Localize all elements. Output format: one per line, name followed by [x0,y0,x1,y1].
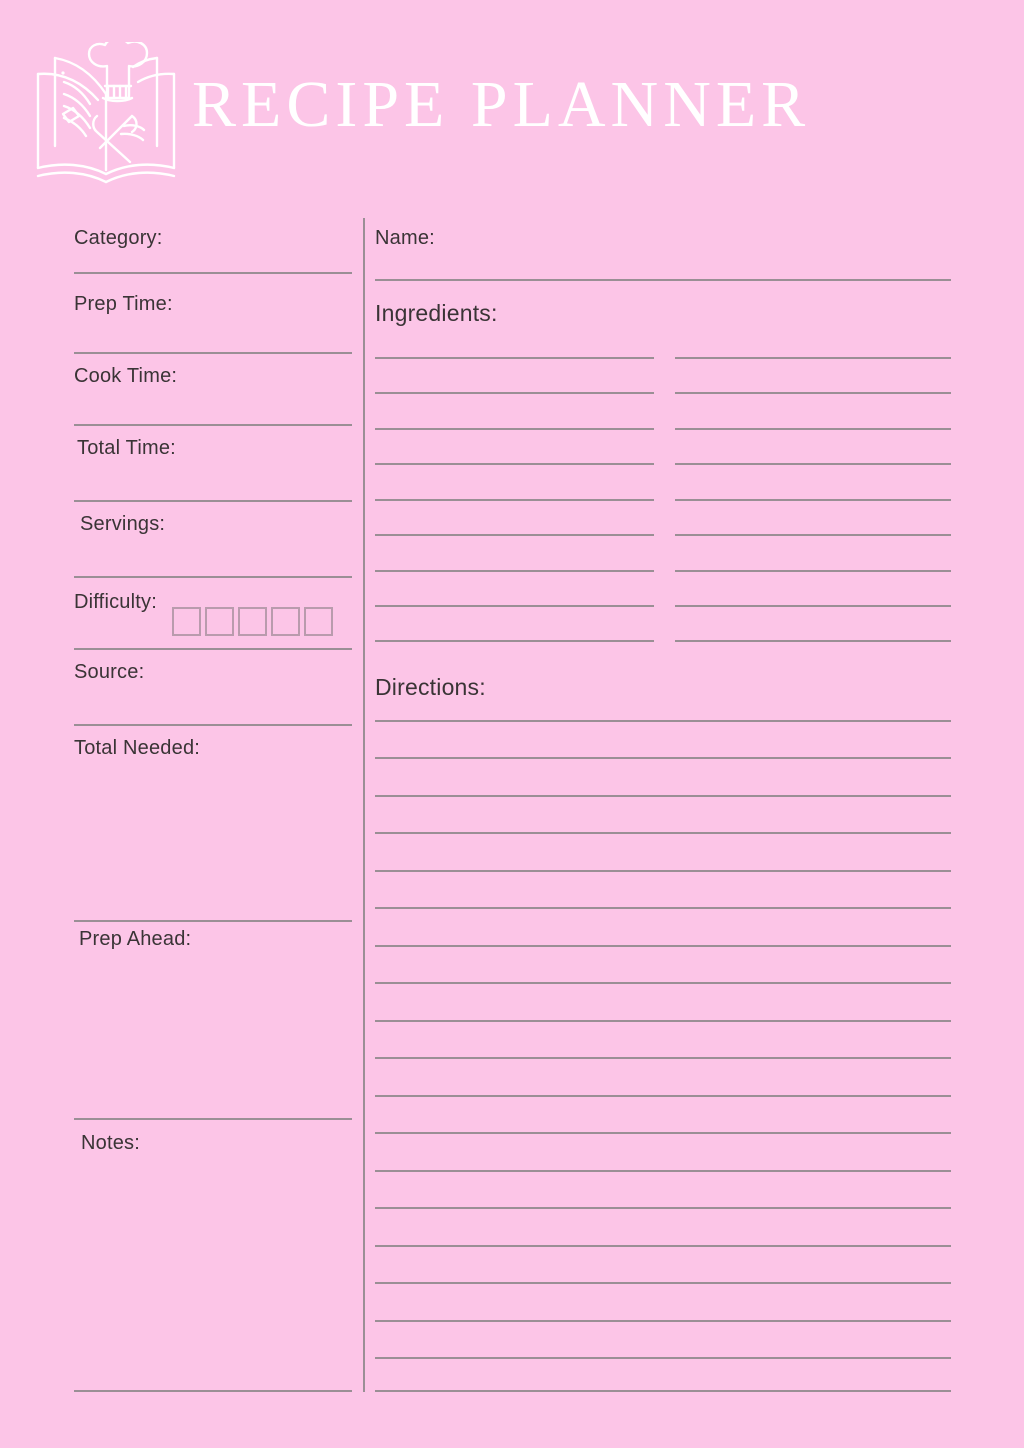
ingredient-line-left-6[interactable] [375,534,654,536]
direction-line-19[interactable] [375,1390,951,1392]
difficulty-box-4[interactable] [271,607,300,636]
ingredient-line-right-7[interactable] [675,570,951,572]
ingredient-line-left-8[interactable] [375,605,654,607]
difficulty-rating-boxes[interactable] [172,607,333,636]
ingredient-line-right-5[interactable] [675,499,951,501]
ingredient-line-left-3[interactable] [375,428,654,430]
direction-line-8[interactable] [375,982,951,984]
section-heading-ingredients: Ingredients: [375,300,498,326]
direction-line-7[interactable] [375,945,951,947]
ingredient-line-left-7[interactable] [375,570,654,572]
ingredient-line-right-9[interactable] [675,640,951,642]
field-input-difficulty[interactable] [74,648,352,650]
field-label-name: Name: [375,227,435,249]
direction-line-14[interactable] [375,1207,951,1209]
field-input-notes[interactable] [74,1390,352,1392]
right-column [365,210,1024,1448]
field-label-servings: Servings: [80,513,166,535]
ingredient-line-right-4[interactable] [675,463,951,465]
ingredient-line-right-1[interactable] [675,357,951,359]
field-input-cook-time[interactable] [74,424,352,426]
page-title: RECIPE PLANNER [192,68,811,141]
direction-line-16[interactable] [375,1282,951,1284]
ingredient-line-left-2[interactable] [375,392,654,394]
section-heading-directions: Directions: [375,674,486,700]
direction-line-3[interactable] [375,795,951,797]
field-label-cook-time: Cook Time: [74,365,178,387]
page-header [0,0,1024,210]
direction-line-5[interactable] [375,870,951,872]
direction-line-2[interactable] [375,757,951,759]
left-column [0,210,363,1448]
direction-line-9[interactable] [375,1020,951,1022]
direction-line-10[interactable] [375,1057,951,1059]
direction-line-1[interactable] [375,720,951,722]
ingredient-line-right-8[interactable] [675,605,951,607]
direction-line-15[interactable] [375,1245,951,1247]
ingredient-line-right-2[interactable] [675,392,951,394]
difficulty-box-3[interactable] [238,607,267,636]
field-label-difficulty: Difficulty: [74,591,157,613]
field-input-name[interactable] [375,279,951,281]
open-cookbook-with-chef-hat-and-crossed-utensils-icon [20,42,192,194]
field-input-prep-time[interactable] [74,352,352,354]
field-label-source: Source: [74,661,145,683]
ingredient-line-right-3[interactable] [675,428,951,430]
field-label-total-time: Total Time: [77,437,176,459]
direction-line-6[interactable] [375,907,951,909]
difficulty-box-1[interactable] [172,607,201,636]
ingredient-line-left-9[interactable] [375,640,654,642]
field-input-servings[interactable] [74,576,352,578]
field-input-prep-ahead[interactable] [74,1118,352,1120]
field-label-prep-time: Prep Time: [74,293,173,315]
field-input-source[interactable] [74,724,352,726]
ingredient-line-right-6[interactable] [675,534,951,536]
direction-line-4[interactable] [375,832,951,834]
field-input-total-needed[interactable] [74,920,352,922]
field-label-category: Category: [74,227,163,249]
field-label-total-needed: Total Needed: [74,737,201,759]
field-input-total-time[interactable] [74,500,352,502]
direction-line-17[interactable] [375,1320,951,1322]
field-label-notes: Notes: [81,1132,141,1154]
direction-line-12[interactable] [375,1132,951,1134]
direction-line-18[interactable] [375,1357,951,1359]
difficulty-box-5[interactable] [304,607,333,636]
field-input-category[interactable] [74,272,352,274]
field-label-prep-ahead: Prep Ahead: [79,928,192,950]
direction-line-11[interactable] [375,1095,951,1097]
ingredient-line-left-5[interactable] [375,499,654,501]
ingredient-line-left-1[interactable] [375,357,654,359]
direction-line-13[interactable] [375,1170,951,1172]
difficulty-box-2[interactable] [205,607,234,636]
ingredient-line-left-4[interactable] [375,463,654,465]
